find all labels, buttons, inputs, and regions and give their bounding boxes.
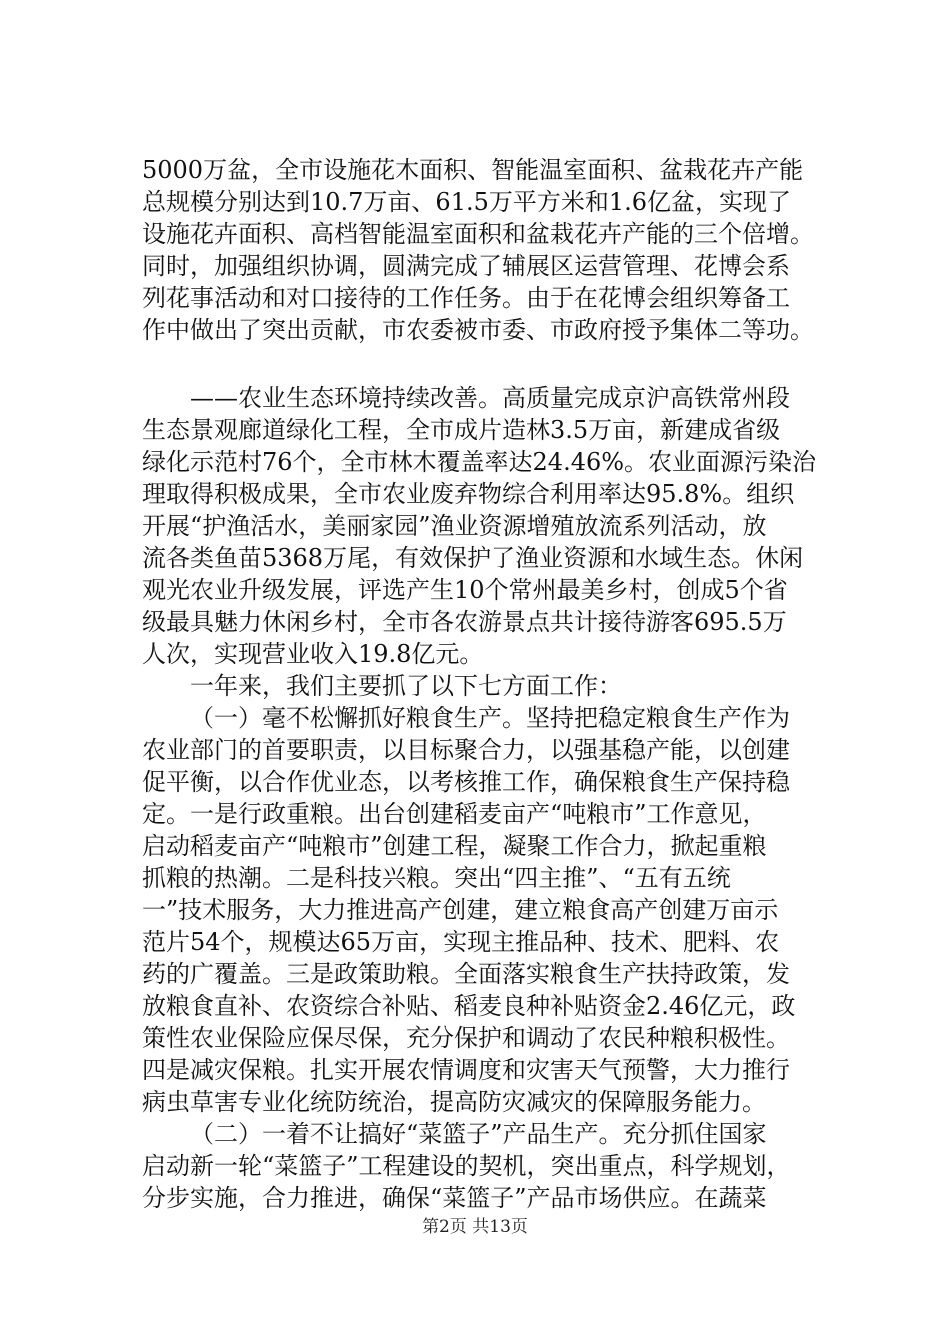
text-line: 总规模分别达到10.7万亩、61.5万平方米和1.6亿盆，实现了 [142, 188, 792, 216]
text-line: 列花事活动和对口接待的工作任务。由于在花博会组织筹备工 [142, 284, 790, 312]
text-line: 5000万盆，全市设施花木面积、智能温室面积、盆栽花卉产能 [142, 156, 804, 184]
text-line: 流各类鱼苗5368万尾，有效保护了渔业资源和水域生态。休闲 [142, 544, 804, 572]
text-line: 作中做出了突出贡献，市农委被市委、市政府授予集体二等功。 [142, 316, 814, 344]
text-line: 放粮食直补、农资综合补贴、稻麦良种补贴资金2.46亿元，政 [142, 992, 796, 1020]
text-line: 策性农业保险应保尽保，充分保护和调动了农民种粮积极性。 [142, 1024, 790, 1052]
text-line: 一年来，我们主要抓了以下七方面工作： [190, 672, 622, 700]
text-line: 抓粮的热潮。二是科技兴粮。突出“四主推”、“五有五统 [142, 864, 731, 892]
text-line: 一”技术服务，大力推进高产创建，建立粮食高产创建万亩示 [142, 896, 779, 924]
text-line: 药的广覆盖。三是政策助粮。全面落实粮食生产扶持政策，发 [142, 960, 790, 988]
text-line: 启动新一轮“菜篮子”工程建设的契机，突出重点，科学规划， [142, 1152, 791, 1180]
text-line: 同时，加强组织协调，圆满完成了辅展区运营管理、花博会系 [142, 252, 790, 280]
text-line: 定。一是行政重粮。出台创建稻麦亩产“吨粮市”工作意见， [142, 800, 767, 828]
text-line: 范片54个，规模达65万亩，实现主推品种、技术、肥料、农 [142, 928, 780, 956]
text-line: 生态景观廊道绿化工程，全市成片造林3.5万亩，新建成省级 [142, 416, 781, 444]
text-line: 分步实施，合力推进，确保“菜篮子”产品市场供应。在蔬菜 [142, 1184, 767, 1212]
text-line: 病虫草害专业化统防统治，提高防灾减灾的保障服务能力。 [142, 1088, 766, 1116]
text-line: 观光农业升级发展，评选产生10个常州最美乡村，创成5个省 [142, 576, 788, 604]
text-line: 四是减灾保粮。扎实开展农情调度和灾害天气预警，大力推行 [142, 1056, 790, 1084]
text-line: 启动稻麦亩产“吨粮市”创建工程，凝聚工作合力，掀起重粮 [142, 832, 767, 860]
page-footer: 第2页 共13页 [422, 1217, 528, 1237]
text-line: 设施花卉面积、高档智能温室面积和盆栽花卉产能的三个倍增。 [142, 220, 814, 248]
text-line: 理取得积极成果，全市农业废弃物综合利用率达95.8%。组织 [142, 480, 795, 508]
text-line: 农业部门的首要职责，以目标聚合力，以强基稳产能，以创建 [142, 736, 790, 764]
text-line: 级最具魅力休闲乡村，全市各农游景点共计接待游客695.5万 [142, 608, 787, 636]
text-line: 绿化示范村76个，全市林木覆盖率达24.46%。农业面源污染治 [142, 448, 817, 476]
text-line: （二）一着不让搞好“菜篮子”产品生产。充分抓住国家 [190, 1120, 767, 1148]
text-line: （一）毫不松懈抓好粮食生产。坚持把稳定粮食生产作为 [190, 704, 790, 732]
text-line: ——农业生态环境持续改善。高质量完成京沪高铁常州段 [190, 384, 790, 412]
text-line: 开展“护渔活水，美丽家园”渔业资源增殖放流系列活动，放 [142, 512, 767, 540]
text-line: 促平衡，以合作优业态，以考核推工作，确保粮食生产保持稳 [142, 768, 790, 796]
text-line: 人次，实现营业收入19.8亿元。 [142, 640, 484, 668]
